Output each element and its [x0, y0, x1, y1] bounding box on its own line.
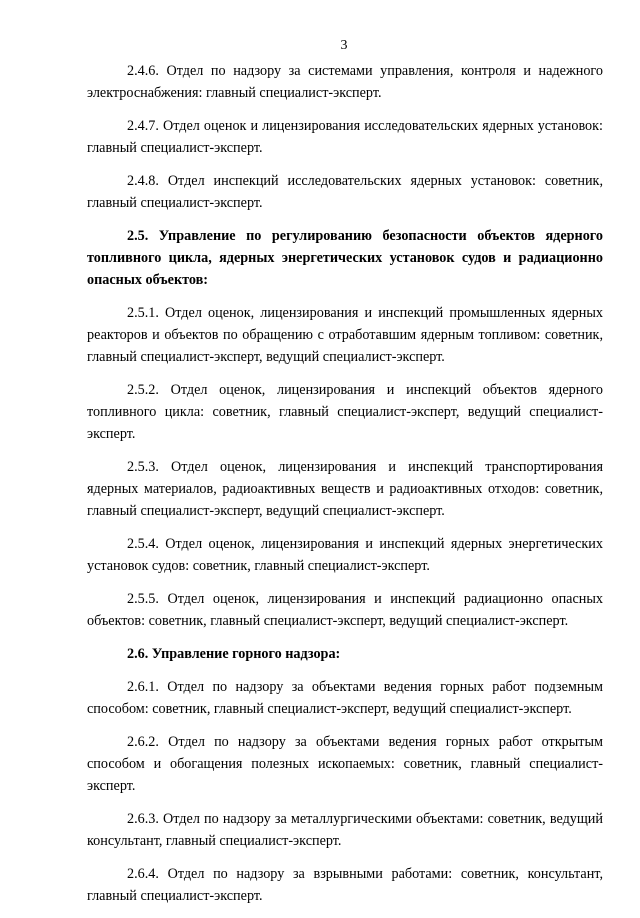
section-heading-2-5: 2.5. Управление по регулированию безопасности объектов ядерного топливного цикла, ядерных энергетических установок судов и радиационно опасных объектов:: [87, 228, 603, 288]
paragraph-2-4-7: 2.4.7. Отдел оценок и лицензирования исследовательских ядерных установок: главный специалист-эксперт.: [87, 118, 603, 156]
paragraph-2-6-1: 2.6.1. Отдел по надзору за объектами ведения горных работ подземным способом: советник, главный специалист-эксперт, ведущий специалист-эксперт.: [87, 679, 603, 717]
paragraph-2-5-5: 2.5.5. Отдел оценок, лицензирования и инспекций радиационно опасных объектов: советник, главный специалист-эксперт, ведущий специалист-эксперт.: [87, 591, 603, 629]
paragraph-2-5-1: 2.5.1. Отдел оценок, лицензирования и инспекций промышленных ядерных реакторов и объектов по обращению с отработавшим ядерным топливом: советник, главный специалист-эксперт, ведущий специалист-эксперт.: [87, 305, 603, 365]
page-number: 3: [340, 38, 348, 53]
paragraph-2-5-4: 2.5.4. Отдел оценок, лицензирования и инспекций ядерных энергетических установок судов: советник, главный специалист-эксперт.: [87, 536, 603, 574]
paragraph-2-6-3: 2.6.3. Отдел по надзору за металлургическими объектами: советник, ведущий консультант, главный специалист-эксперт.: [87, 811, 603, 849]
paragraph-2-5-2: 2.5.2. Отдел оценок, лицензирования и инспекций объектов ядерного топливного цикла: советник, главный специалист-эксперт, ведущий специалист-эксперт.: [87, 382, 603, 442]
paragraph-2-4-6: 2.4.6. Отдел по надзору за системами управления, контроля и надежного электроснабжения: главный специалист-эксперт.: [87, 63, 603, 101]
paragraph-2-4-8: 2.4.8. Отдел инспекций исследовательских ядерных установок: советник, главный специалист-эксперт.: [87, 173, 603, 211]
paragraph-2-6-4: 2.6.4. Отдел по надзору за взрывными работами: советник, консультант, главный специалист-эксперт.: [87, 866, 603, 904]
paragraph-2-6-2: 2.6.2. Отдел по надзору за объектами ведения горных работ открытым способом и обогащения полезных ископаемых: советник, главный специалист-эксперт.: [87, 734, 603, 794]
document-body: [87, 60, 603, 918]
paragraph-2-5-3: 2.5.3. Отдел оценок, лицензирования и инспекций транспортирования ядерных материалов, радиоактивных веществ и радиоактивных отходов: советник, главный специалист-эксперт, ведущий специалист-эксперт.: [87, 459, 603, 519]
section-heading-2-6: 2.6. Управление горного надзора:: [127, 646, 341, 662]
